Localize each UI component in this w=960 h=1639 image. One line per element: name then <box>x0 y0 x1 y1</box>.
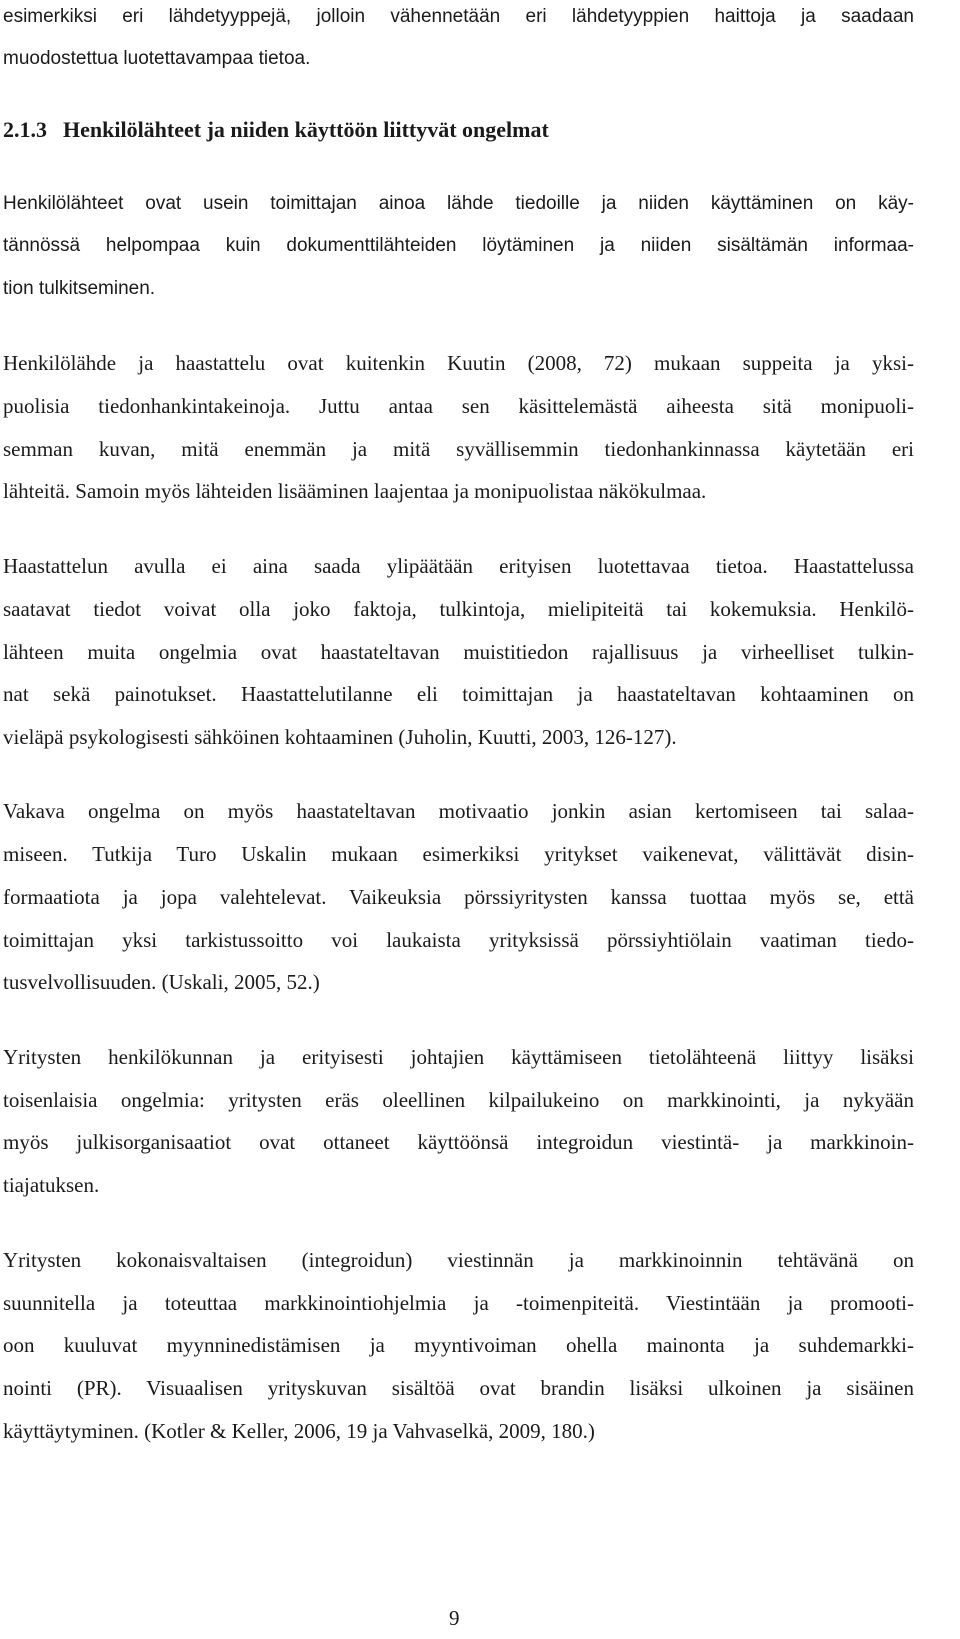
text-line: semman kuvan, mitä enemmän ja mitä syvällisemmin tiedonhankinnassa käytetään eri <box>3 437 914 461</box>
text-line: Yritysten henkilökunnan ja erityisesti johtajien käyttämiseen tietolähteenä liittyy lisäksi <box>3 1045 914 1069</box>
text-line: Henkilölähteet ovat usein toimittajan ainoa lähde tiedoille ja niiden käyttäminen on käy- <box>3 193 914 214</box>
text-line: saatavat tiedot voivat olla joko faktoja, tulkintoja, mielipiteitä tai kokemuksia. Henkilö- <box>3 597 914 621</box>
text-line: suunnitella ja toteuttaa markkinointiohjelmia ja -toimenpiteitä. Viestintään ja promooti- <box>3 1291 914 1315</box>
text-line: Yritysten kokonaisvaltaisen (integroidun) viestinnän ja markkinoinnin tehtävänä on <box>3 1248 914 1272</box>
text-line: Henkilölähde ja haastattelu ovat kuitenkin Kuutin (2008, 72) mukaan suppeita ja yksi- <box>3 351 914 375</box>
text-line: toimittajan yksi tarkistussoitto voi laukaista yrityksissä pörssiyhtiölain vaatiman tiedo- <box>3 928 914 952</box>
text-line: tion tulkitseminen. <box>3 278 156 299</box>
text-line: toisenlaisia ongelmia: yritysten eräs oleellinen kilpailukeino on markkinointi, ja nykyään <box>3 1088 914 1112</box>
text-line: lähteitä. Samoin myös lähteiden lisääminen laajentaa ja monipuolistaa näkökulmaa. <box>3 479 707 503</box>
page-number: 9 <box>449 1606 460 1630</box>
text-line: Haastattelun avulla ei aina saada ylipäätään erityisen luotettavaa tietoa. Haastattelussa <box>3 554 914 578</box>
text-line: käyttäytyminen. (Kotler & Keller, 2006, 19 ja Vahvaselkä, 2009, 180.) <box>3 1419 595 1443</box>
text-line: muodostettua luotettavampaa tietoa. <box>3 48 311 69</box>
section-number: 2.1.3 <box>3 117 47 142</box>
text-line: lähteen muita ongelmia ovat haastateltavan muistitiedon rajallisuus ja virheelliset tulkin- <box>3 640 914 664</box>
text-line: puolisia tiedonhankintakeinoja. Juttu antaa sen käsittelemästä aiheesta sitä monipuoli- <box>3 394 914 418</box>
text-line: myös julkisorganisaatiot ovat ottaneet käyttöönsä integroidun viestintä- ja markkinoin- <box>3 1130 914 1154</box>
section-title: Henkilölähteet ja niiden käyttöön liittyvät ongelmat <box>63 117 549 142</box>
text-line: oon kuuluvat myynninedistämisen ja myyntivoiman ohella mainonta ja suhdemarkki- <box>3 1333 914 1357</box>
text-line: nat sekä painotukset. Haastattelutilanne eli toimittajan ja haastateltavan kohtaaminen on <box>3 682 914 706</box>
text-line: nointi (PR). Visuaalisen yrityskuvan sisältöä ovat brandin lisäksi ulkoinen ja sisäinen <box>3 1376 914 1400</box>
text-line: tiajatuksen. <box>3 1173 100 1197</box>
text-line: formaatiota ja jopa valehtelevat. Vaikeuksia pörssiyritysten kanssa tuottaa myös se, että <box>3 885 914 909</box>
text-line: tusvelvollisuuden. (Uskali, 2005, 52.) <box>3 970 320 994</box>
text-line: miseen. Tutkija Turo Uskalin mukaan esimerkiksi yritykset vaikenevat, välittävät disin- <box>3 842 914 866</box>
text-line: vieläpä psykologisesti sähköinen kohtaaminen (Juholin, Kuutti, 2003, 126-127). <box>3 725 677 749</box>
section-heading <box>3 117 549 143</box>
text-line: Vakava ongelma on myös haastateltavan motivaatio jonkin asian kertomiseen tai salaa- <box>3 799 914 823</box>
text-line: esimerkiksi eri lähdetyyppejä, jolloin vähennetään eri lähdetyyppien haittoja ja saadaan <box>3 6 914 27</box>
text-line: tännössä helpompaa kuin dokumenttilähteiden löytäminen ja niiden sisältämän informaa- <box>3 235 914 256</box>
